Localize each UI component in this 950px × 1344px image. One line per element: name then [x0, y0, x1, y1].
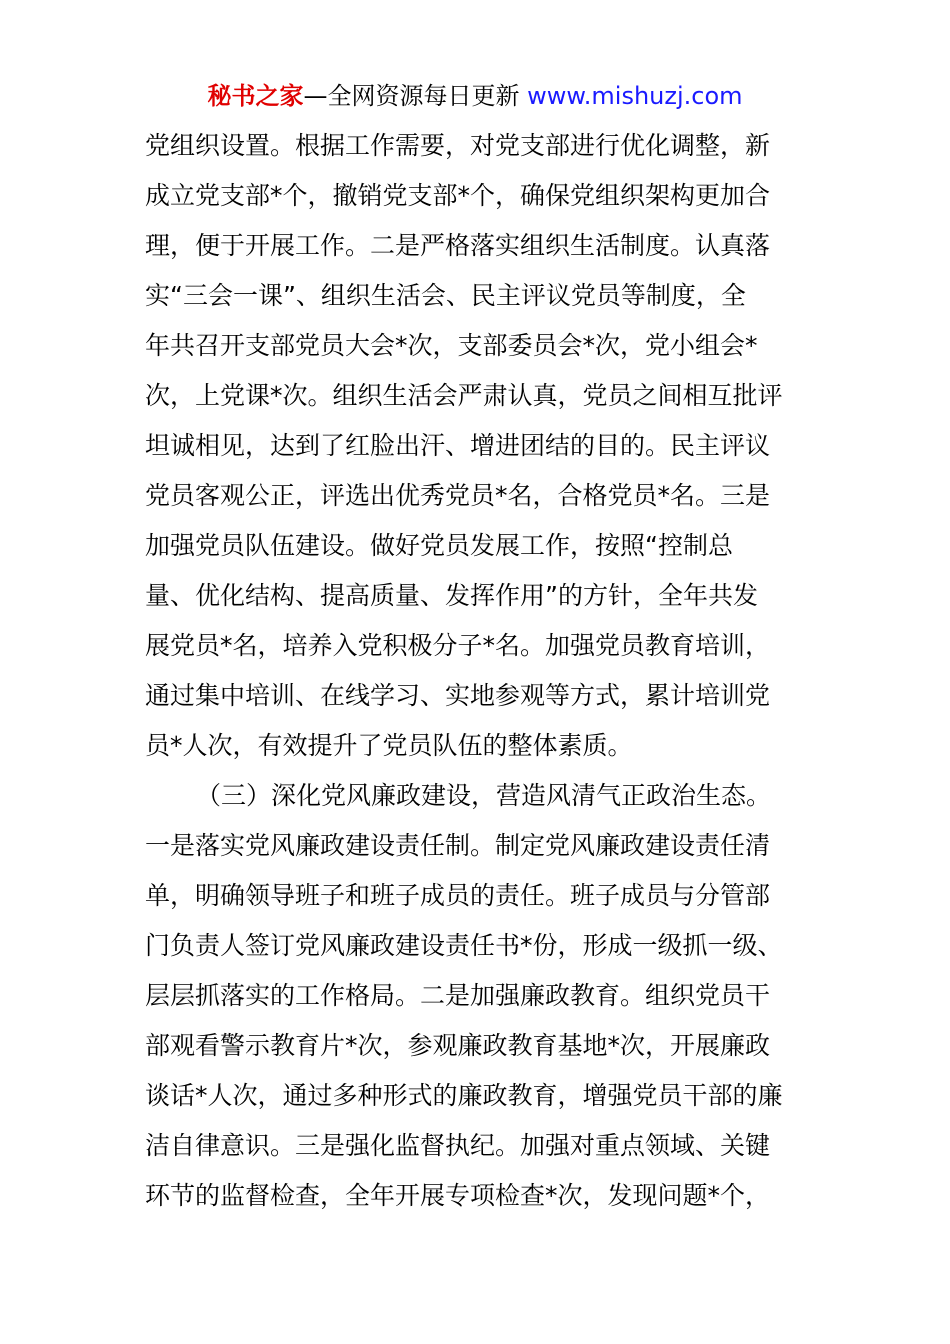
body-line: 坦诚相见，达到了红脸出汗、增进团结的目的。民主评议: [145, 431, 771, 460]
header-url[interactable]: www.mishuzj.com: [527, 82, 743, 110]
body-line: 部观看警示教育片*次，参观廉政教育基地*次，开展廉政: [145, 1031, 771, 1060]
body-line: 理，便于开展工作。二是严格落实组织生活制度。认真落: [145, 231, 771, 260]
body-line: 一是落实党风廉政建设责任制。制定党风廉政建设责任清: [145, 831, 771, 860]
body-line: 次，上党课*次。组织生活会严肃认真，党员之间相互批评: [145, 381, 783, 410]
body-line: 门负责人签订党风廉政建设责任书*份，形成一级抓一级、: [145, 931, 783, 960]
body-line: 层层抓落实的工作格局。二是加强廉政教育。组织党员干: [145, 981, 771, 1010]
body-line: 通过集中培训、在线学习、实地参观等方式，累计培训党: [145, 681, 771, 710]
body-line: 党员客观公正，评选出优秀党员*名，合格党员*名。三是: [145, 481, 771, 510]
body-line: 党组织设置。根据工作需要，对党支部进行优化调整，新: [145, 131, 771, 160]
body-line: 单，明确领导班子和班子成员的责任。班子成员与分管部: [145, 881, 771, 910]
body-line: 谈话*人次，通过多种形式的廉政教育，增强党员干部的廉: [145, 1081, 783, 1110]
body-line: 洁自律意识。三是强化监督执纪。加强对重点领域、关键: [145, 1131, 771, 1160]
body-line: 实“三会一课”、组织生活会、民主评议党员等制度，全: [145, 281, 746, 310]
body-line: 展党员*名，培养入党积极分子*名。加强党员教育培训，: [145, 631, 771, 660]
header-brand: 秘书之家: [207, 82, 304, 110]
header-tagline: —全网资源每日更新: [303, 82, 528, 110]
section-heading: （三）深化党风廉政建设，营造风清气正政治生态。: [196, 781, 772, 810]
page-header: [0, 80, 950, 112]
body-line: 成立党支部*个，撤销党支部*个，确保党组织架构更加合: [145, 181, 771, 210]
body-line: 加强党员队伍建设。做好党员发展工作，按照“控制总: [145, 531, 733, 560]
body-line: 环节的监督检查，全年开展专项检查*次，发现问题*个，: [145, 1181, 771, 1210]
body-line: 量、优化结构、提高质量、发挥作用”的方针，全年共发: [145, 581, 758, 610]
body-line: 年共召开支部党员大会*次，支部委员会*次，党小组会*: [145, 331, 758, 360]
body-line: 员*人次，有效提升了党员队伍的整体素质。: [145, 731, 633, 760]
